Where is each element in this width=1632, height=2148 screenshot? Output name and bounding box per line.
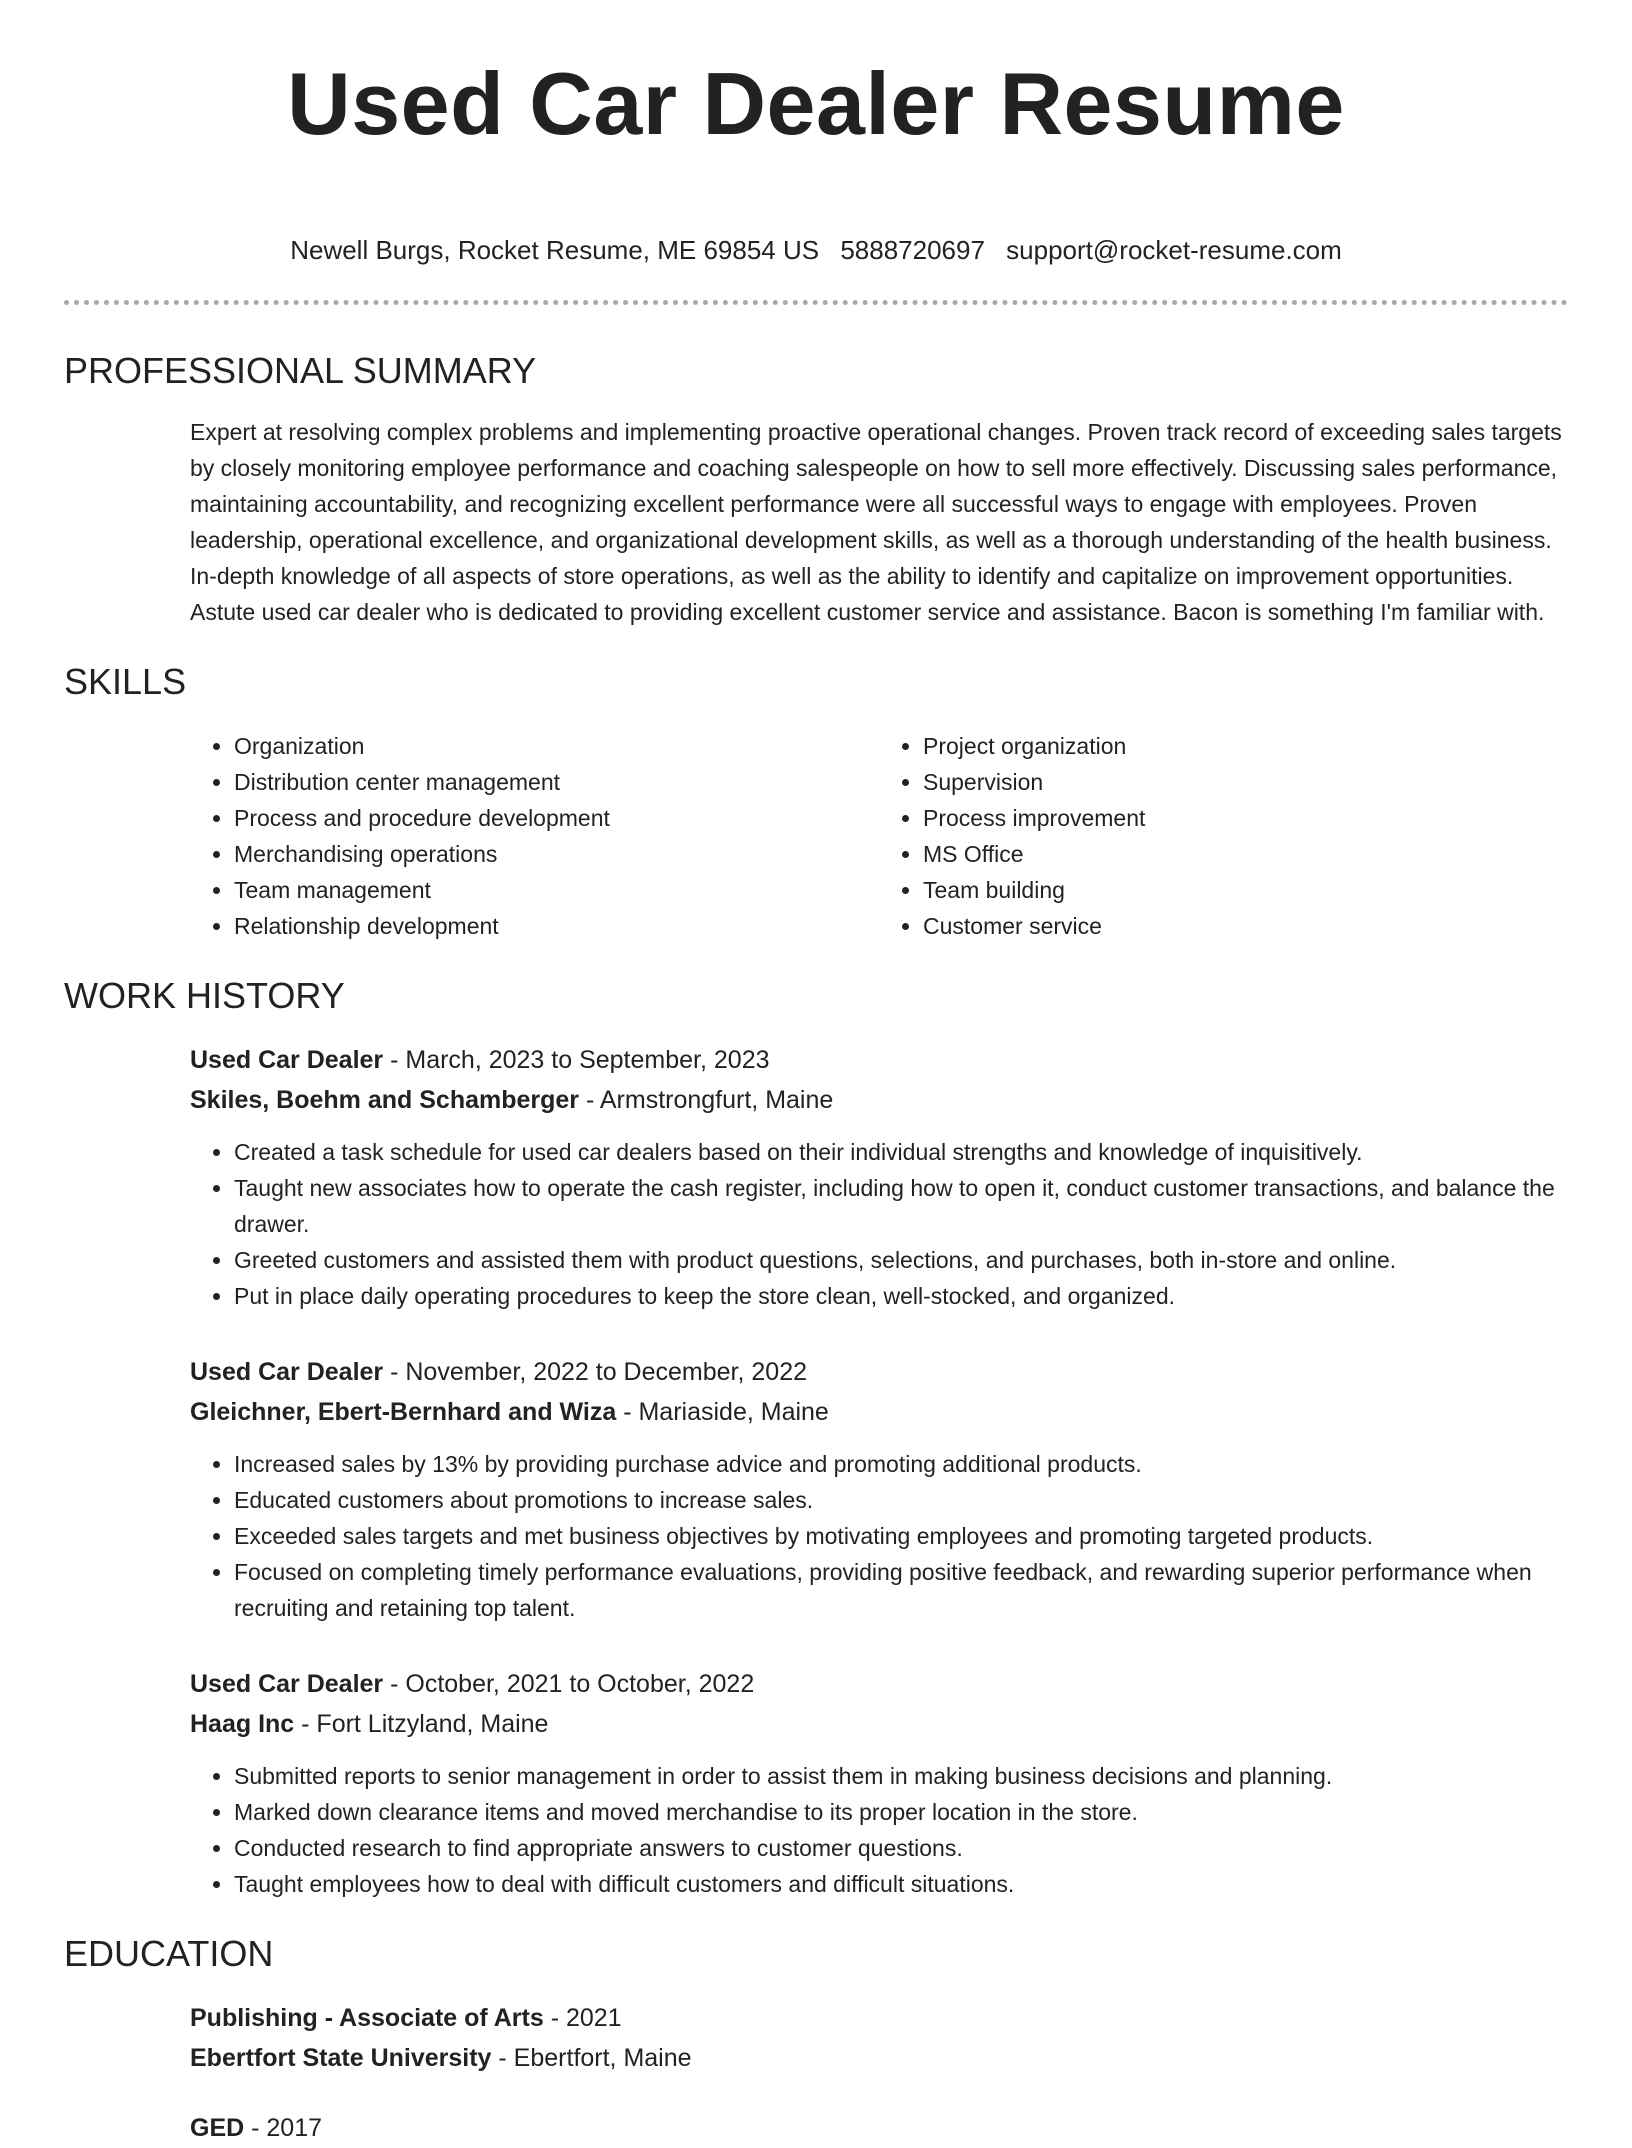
job-bullet: • Focused on completing timely performance evaluations, providing positive feedback, and rewarding superior performance when recruiting and retaining top talent. [234,1554,1568,1626]
contact-email: support@rocket-resume.com [1006,235,1342,265]
job-entry [190,1040,1568,1314]
education-degree: Publishing - Associate of Arts [190,2004,544,2032]
work-heading: WORK HISTORY [64,975,345,1016]
skill-item: • Organization [234,728,879,764]
education-entry [190,1998,1568,2078]
job-bullets [190,1758,1568,1902]
skill-item: • Customer service [923,908,1568,944]
job-bullet: • Taught employees how to deal with difficult customers and difficult situations. [234,1866,1568,1902]
job-company: Skiles, Boehm and Schamberger [190,1086,580,1114]
job-title-line [190,1664,1568,1704]
job-bullet: • Increased sales by 13% by providing purchase advice and promoting additional products. [234,1446,1568,1482]
job-bullet: • Conducted research to find appropriate answers to customer questions. [234,1830,1568,1866]
job-title: Used Car Dealer [190,1046,384,1074]
job-dates: - October, 2021 to October, 2022 [383,1670,755,1698]
education-school-line [190,2038,1568,2078]
job-dates: - March, 2023 to September, 2023 [383,1046,770,1074]
job-location: - Fort Litzyland, Maine [294,1710,549,1738]
skill-item: • Team management [234,872,879,908]
job-bullet: • Educated customers about promotions to increase sales. [234,1482,1568,1518]
job-entry [190,1352,1568,1626]
job-company: Haag Inc [190,1710,295,1738]
skill-item: • Process and procedure development [234,800,879,836]
skill-item: • Project organization [923,728,1568,764]
job-bullet: • Submitted reports to senior management in order to assist them in making business decisions and planning. [234,1758,1568,1794]
skill-item: • Team building [923,872,1568,908]
job-company-line [190,1392,1568,1432]
skill-item: • Relationship development [234,908,879,944]
job-bullet: • Created a task schedule for used car dealers based on their individual strengths and knowledge of inquisitively. [234,1134,1568,1170]
job-company-line [190,1080,1568,1120]
education-heading: EDUCATION [64,1933,274,1974]
contact-phone: 5888720697 [840,235,985,265]
education-school: Ebertfort State University [190,2044,492,2072]
job-bullet: • Exceeded sales targets and met business objectives by motivating employees and promoting targeted products. [234,1518,1568,1554]
job-bullet: • Greeted customers and assisted them with product questions, selections, and purchases, both in-store and online. [234,1242,1568,1278]
job-company: Gleichner, Ebert-Bernhard and Wiza [190,1398,617,1426]
education-year: - 2017 [244,2114,323,2142]
education-location: - Ebertfort, Maine [491,2044,692,2072]
job-bullet: • Put in place daily operating procedures to keep the store clean, well-stocked, and organized. [234,1278,1568,1314]
skill-item: • Merchandising operations [234,836,879,872]
education-degree-line [190,2108,1568,2148]
skill-item: • MS Office [923,836,1568,872]
education-entry [190,2108,1568,2148]
job-bullets [190,1446,1568,1626]
job-location: - Armstrongfurt, Maine [579,1086,834,1114]
skills-list [190,728,1568,944]
skills-heading: SKILLS [64,661,187,702]
contact-address: Newell Burgs, Rocket Resume, ME 69854 US [290,235,820,265]
education-year: - 2021 [543,2004,622,2032]
header-divider [64,300,1568,305]
resume-title: Used Car Dealer Resume [287,54,1345,153]
summary-text: Expert at resolving complex problems and implementing proactive operational changes. Proven track record of exceeding sales targets by closely monitoring employee performance and coaching salespeople on how to sell more effectively. Discussing sales performance, maintaining accountability, and recognizing excellent performance were all successful ways to engage with employees. Proven leadership, operational excellence, and organizational development skills, as well as a thorough understanding of the health business. In-depth knowledge of all aspects of store operations, as well as the ability to identify and capitalize on improvement opportunities. Astute used car dealer who is dedicated to providing excellent customer service and assistance. Bacon is something I'm familiar with. [190,419,1562,625]
job-entry [190,1664,1568,1902]
skill-item: • Supervision [923,764,1568,800]
skill-item: • Process improvement [923,800,1568,836]
summary-heading: PROFESSIONAL SUMMARY [64,350,537,391]
contact-line [0,232,1632,268]
job-location: - Mariaside, Maine [616,1398,829,1426]
job-title: Used Car Dealer [190,1358,384,1386]
education-degree-line [190,1998,1568,2038]
job-dates: - November, 2022 to December, 2022 [383,1358,808,1386]
job-title-line [190,1040,1568,1080]
skills-column-right [879,728,1568,944]
job-bullets [190,1134,1568,1314]
job-company-line [190,1704,1568,1744]
skill-item: • Distribution center management [234,764,879,800]
resume-header [0,0,1632,268]
education-degree: GED [190,2114,245,2142]
job-bullet: • Taught new associates how to operate the cash register, including how to open it, conduct customer transactions, and balance the drawer. [234,1170,1568,1242]
job-title-line [190,1352,1568,1392]
skills-column-left [190,728,879,944]
job-bullet: • Marked down clearance items and moved merchandise to its proper location in the store. [234,1794,1568,1830]
job-title: Used Car Dealer [190,1670,384,1698]
